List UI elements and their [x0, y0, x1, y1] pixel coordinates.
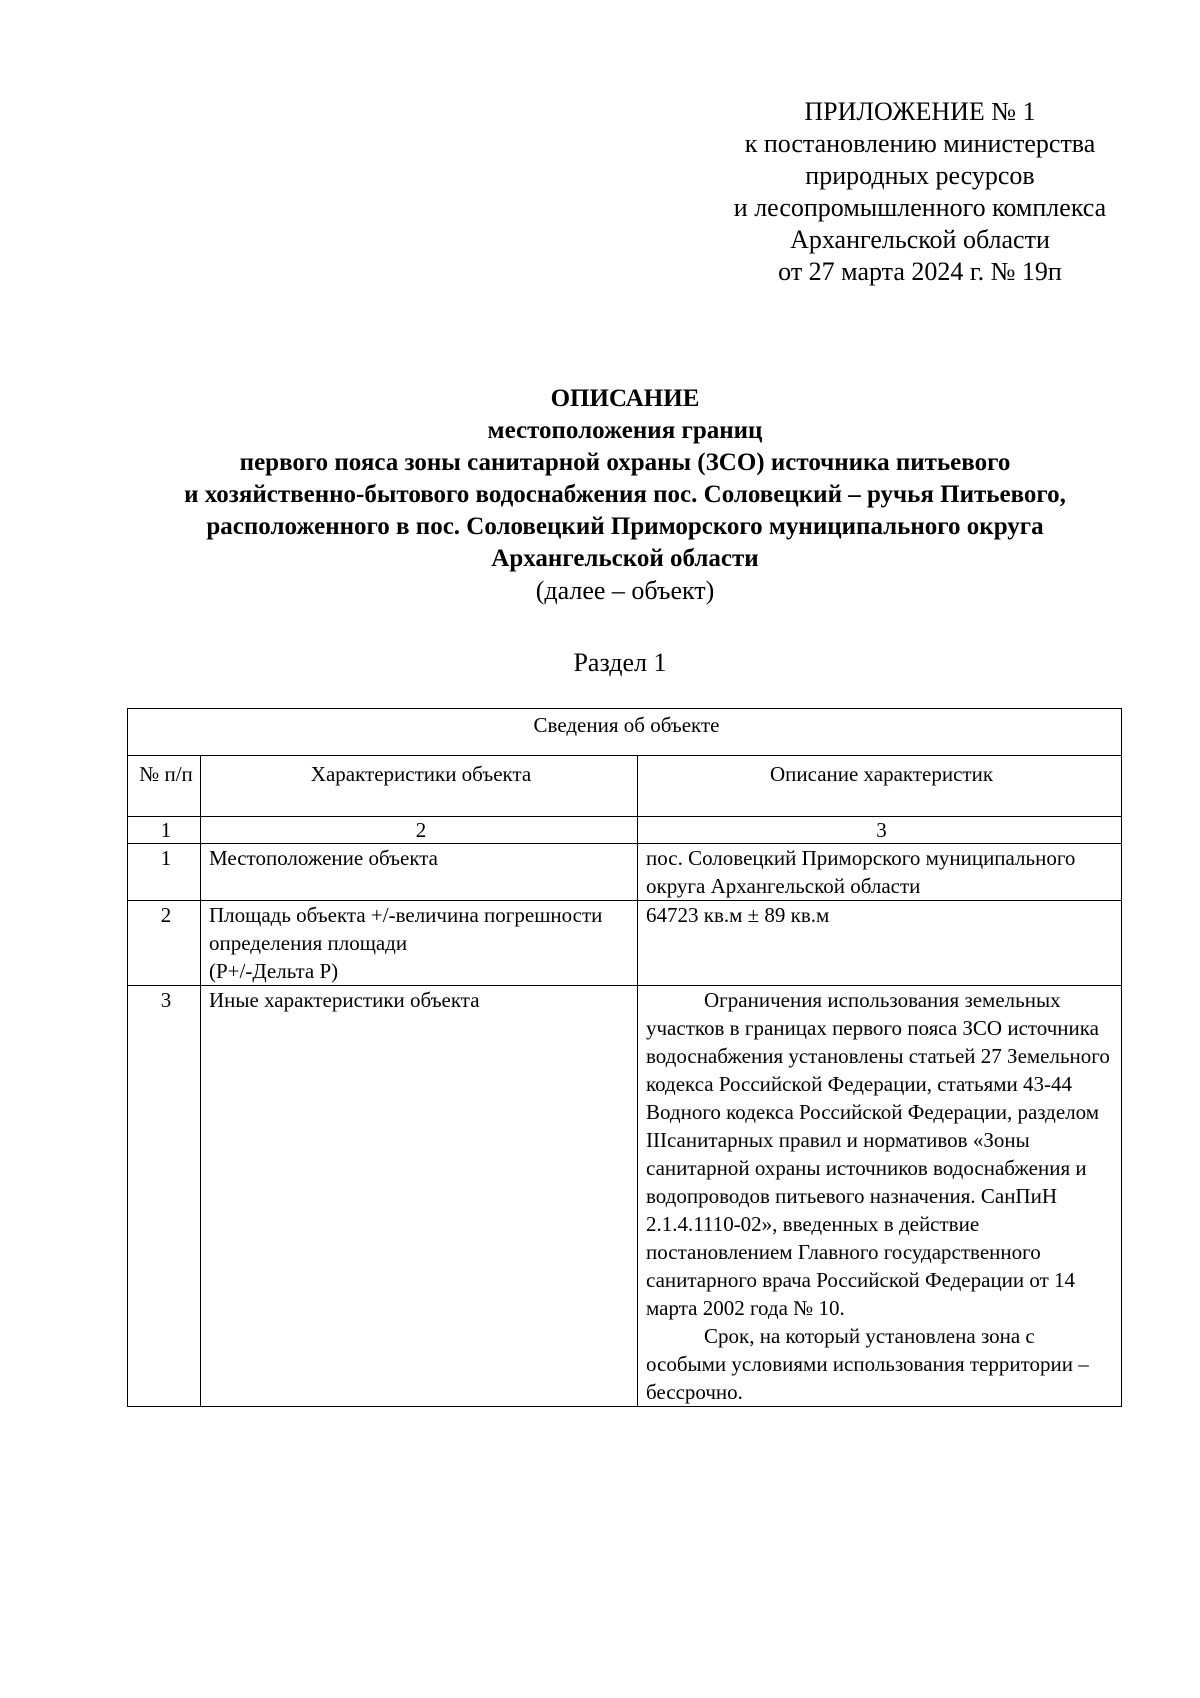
description-paragraph: Срок, на который установлена зона с особыми условиями использования территории – бессрочно. [646, 1324, 1089, 1404]
appendix-line: природных ресурсов [805, 161, 1035, 190]
table-index-row [128, 817, 1122, 844]
row-number: 3 [128, 986, 201, 1407]
row-description: пос. Соловецкий Приморского муниципального округа Архангельской области [638, 844, 1122, 901]
row-number: 1 [128, 844, 201, 901]
description-paragraph: Ограничения использования земельных участков в границах первого пояса ЗСО источника водоснабжения установлены статьей 27 Земельного кодекса Российской Федерации, статьями 43-44 Водного кодекса Российской Федерации, разделом IIIсанитарных правил и нормативов «Зоны санитарной охраны источников водоснабжения и водопроводов питьевого назначения. СанПиН 2.1.4.1110-02», введенных в действие постановлением Главного государственного санитарного врача Российской Федерации от 14 марта 2002 года № 10. [646, 988, 1110, 1320]
section-title: Раздел 1 [573, 648, 667, 677]
appendix-line: ПРИЛОЖЕНИЕ № 1 [804, 97, 1036, 126]
table-row [128, 901, 1122, 986]
header-number: № п/п [128, 756, 201, 817]
row-number: 2 [128, 901, 201, 986]
column-index: 3 [638, 817, 1122, 844]
appendix-line: к постановлению министерства [744, 129, 1096, 158]
title-line: Архангельской области [491, 545, 759, 572]
title-line: первого пояса зоны санитарной охраны (ЗСО) источника питьевого [239, 449, 1011, 476]
row-description-cell [638, 986, 1122, 1407]
row-characteristic: Местоположение объекта [201, 844, 638, 901]
row-characteristic-extra: (Р+/-Дельта Р) [209, 959, 339, 983]
appendix-line: и лесопромышленного комплекса [733, 193, 1107, 222]
title-line: расположенного в пос. Соловецкий Приморского муниципального округа [206, 513, 1044, 540]
row-characteristic: Иные характеристики объекта [201, 986, 638, 1407]
row-description: 64723 кв.м ± 89 кв.м [638, 901, 1122, 986]
object-info-table [127, 708, 1122, 1407]
column-index: 2 [201, 817, 638, 844]
header-characteristic: Характеристики объекта [201, 756, 638, 817]
title-line: местоположения границ [487, 417, 763, 444]
table-row [128, 844, 1122, 901]
title-line: и хозяйственно-бытового водоснабжения пос. Соловецкий – ручья Питьевого, [184, 481, 1066, 508]
title-subtitle: (далее – объект) [535, 576, 715, 605]
column-index: 1 [128, 817, 201, 844]
table-header-row [128, 756, 1122, 817]
header-description: Описание характеристик [638, 756, 1122, 817]
table-caption: Сведения об объекте [128, 709, 1122, 756]
row-characteristic: Площадь объекта +/-величина погрешности определения площади [209, 903, 603, 955]
title-heading: ОПИСАНИЕ [550, 385, 700, 412]
appendix-line: Архангельской области [790, 225, 1050, 254]
document-title [60, 383, 1190, 607]
appendix-line: от 27 марта 2024 г. № 19п [778, 257, 1062, 286]
table-caption-row [128, 709, 1122, 756]
appendix-header [700, 96, 1140, 288]
table-row [128, 986, 1122, 1407]
row-characteristic-cell [201, 901, 638, 986]
